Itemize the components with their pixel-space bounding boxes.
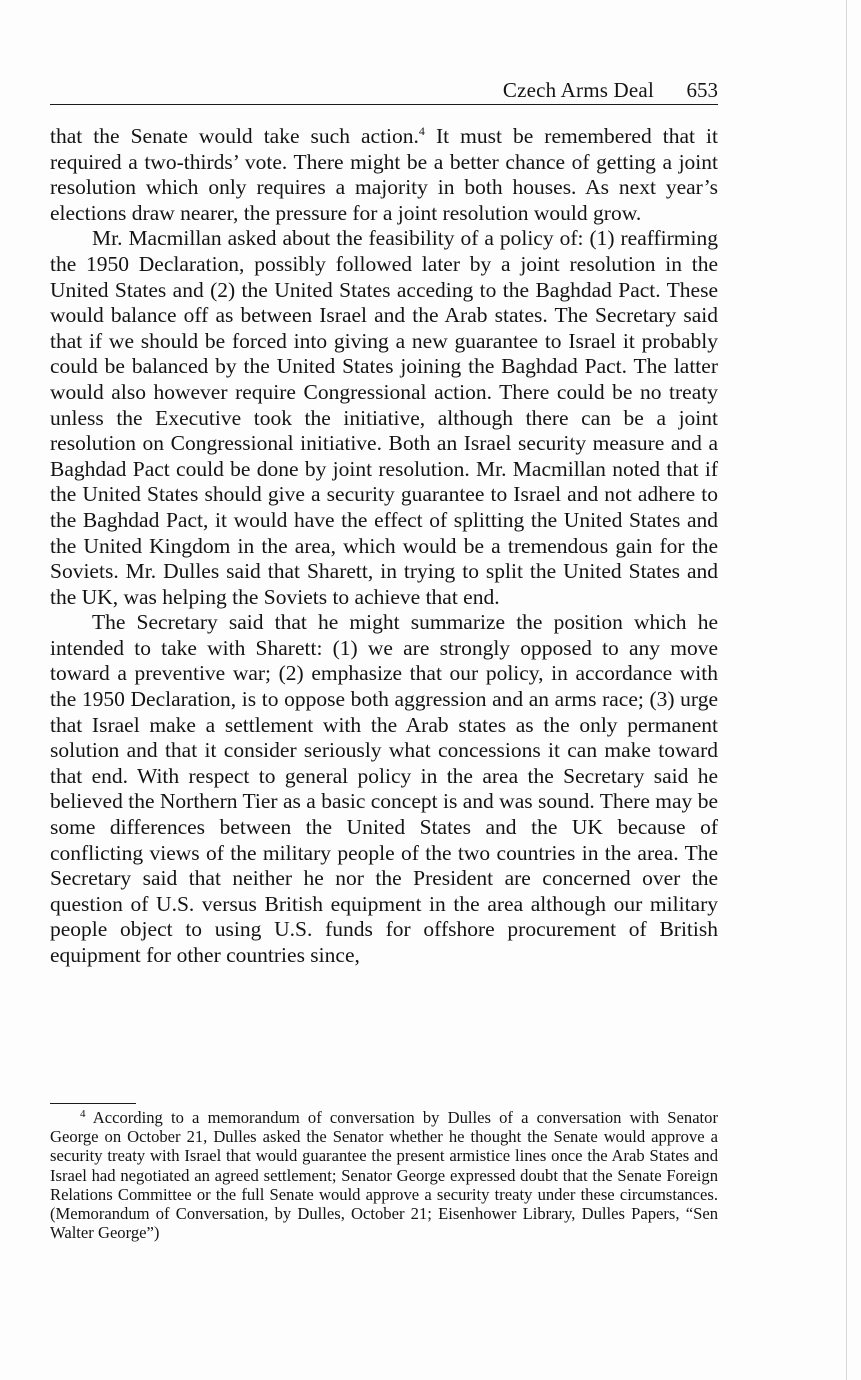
- footnote-divider: [50, 1103, 136, 1104]
- footnote: [50, 1108, 718, 1242]
- running-title: Czech Arms Deal: [502, 78, 654, 102]
- footnote-marker: 4: [80, 1108, 86, 1120]
- page-edge-divider: [846, 0, 847, 1380]
- paragraph-2: Mr. Macmillan asked about the feasibility of a policy of: (1) reaffirming the 1950 Declaration, possibly followed later by a joint resolution in the United States and (2) the United States acceding to the Baghdad Pact. These would balance off as between Israel and the Arab states. The Secretary said that if we should be forced into giving a new guarantee to Israel it probably could be balanced by the United States joining the Baghdad Pact. The latter would also however require Congressional action. There could be no treaty unless the Executive took the initiative, although there can be a joint resolution on Congressional initiative. Both an Israel security measure and a Baghdad Pact could be done by joint resolution. Mr. Macmillan noted that if the United States should give a security guarantee to Israel and not adhere to the Baghdad Pact, it would have the effect of splitting the United States and the United Kingdom in the area, which would be a tremendous gain for the Soviets. Mr. Dulles said that Sharett, in trying to split the United States and the UK, was helping the Soviets to achieve that end.: [50, 226, 718, 609]
- footnote-text: According to a memorandum of conversation by Dulles of a conversation with Senator George on October 21, Dulles asked the Senator whether he thought the Senate would approve a security treaty with Israel that would guarantee the present armistice lines once the Arab States and Israel had negotiated an agreed settlement; Senator George expressed doubt that the Senate Foreign Relations Committee or the full Senate would approve a security treaty under these circumstances. (Memorandum of Conversation, by Dulles, October 21; Eisenhower Library, Dulles Papers, “Sen Walter George”): [50, 1108, 718, 1243]
- page-number: 653: [686, 78, 718, 102]
- footnote-reference: 4: [418, 124, 425, 138]
- page-header: [50, 78, 718, 105]
- body-text: [50, 124, 718, 969]
- paragraph-1-start: that the Senate would take such action.: [50, 124, 419, 148]
- paragraph-3: The Secretary said that he might summarize the position which he intended to take with Sharett: (1) we are strongly opposed to any move toward a preventive war; (2) emphasize that our policy, in accordance with the 1950 Declaration, is to oppose both aggression and an arms race; (3) urge that Israel make a settlement with the Arab states as the only permanent solution and that it consider seriously what concessions it can make toward that end. With respect to general policy in the area the Secretary said he believed the Northern Tier as a basic concept is and was sound. There may be some differences between the United States and the UK because of conflicting views of the military people of the two countries in the area. The Secretary said that neither he nor the President are concerned over the question of U.S. versus British equipment in the area although our military people object to using U.S. funds for offshore procurement of British equipment for other countries since,: [50, 610, 718, 967]
- footnote-paragraph: [50, 1108, 718, 1242]
- paragraph-1-rest: It must be remembered that it required a two-thirds’ vote. There might be a better chance of getting a joint resolution which only requires a majority in both houses. As next year’s elections draw nearer, the pressure for a joint resolution would grow.: [50, 124, 718, 225]
- paragraph-1: [50, 124, 718, 226]
